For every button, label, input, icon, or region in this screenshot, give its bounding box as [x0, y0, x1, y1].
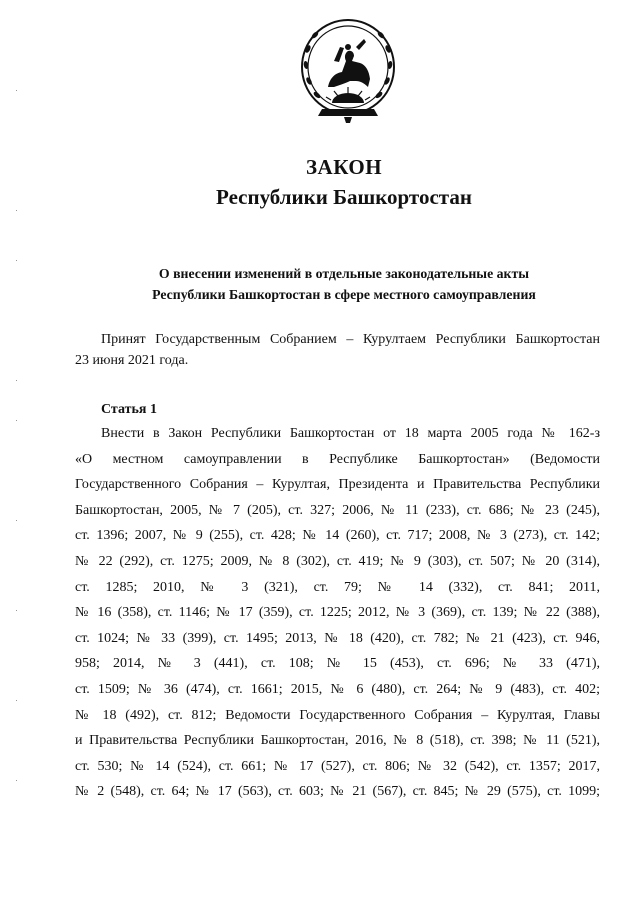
document-title — [0, 152, 640, 212]
adoption-note — [75, 329, 600, 371]
body-line: и Правительства Республики Башкортостан, 2016, № 8 (518), ст. 398; № 11 (521), — [75, 733, 600, 749]
body-line: 958; 2014, № 3 (441), ст. 108; № 15 (453), ст. 696; № 33 (471), — [75, 656, 600, 672]
title-republic: Республики Башкортостан — [216, 185, 472, 209]
subject-line-2: Республики Башкортостан в сфере местного самоуправления — [152, 287, 536, 302]
body-line: № 22 (292), ст. 1275; 2009, № 8 (302), ст. 419; № 9 (303), ст. 507; № 20 (314), — [75, 553, 600, 569]
scan-margin-dots — [16, 0, 20, 905]
body-line: № 16 (358), ст. 1146; № 17 (359), ст. 1225; 2012, № 3 (369), ст. 139; № 22 (388), — [75, 605, 600, 621]
subject-line-1: О внесении изменений в отдельные законодательные акты — [158, 266, 530, 281]
adoption-line-1: Принят Государственным Собранием – Курултаем Республики Башкортостан — [101, 332, 600, 347]
body-line: ст. 1509; № 36 (474), ст. 1661; 2015, № 6 (480), ст. 264; № 9 (483), ст. 402; — [75, 681, 600, 697]
title-law: ЗАКОН — [305, 155, 383, 179]
article-heading: Статья 1 — [101, 402, 157, 417]
body-line: ст. 1396; 2007, № 9 (255), ст. 428; № 14 (260), ст. 717; 2008, № 3 (273), ст. 142; — [75, 528, 600, 544]
adoption-date: 23 июня 2021 года. — [75, 353, 189, 368]
body-line: Внести в Закон Республики Башкортостан от 18 марта 2005 года № 162-з — [101, 426, 600, 441]
body-line: ст. 1285; 2010, № 3 (321), ст. 79; № 14 (332), ст. 841; 2011, — [75, 579, 600, 595]
body-line: № 18 (492), ст. 812; Ведомости Государственного Собрания – Курултая, Главы — [75, 707, 600, 723]
body-line: ст. 530; № 14 (524), ст. 661; № 17 (527), ст. 806; № 32 (542), ст. 1357; 2017, — [75, 758, 600, 774]
body-line: Башкортостан, 2005, № 7 (205), ст. 327; 2006, № 11 (233), ст. 686; № 23 (245), — [75, 502, 600, 518]
body-line: Государственного Собрания – Курултая, Президента и Правительства Республики — [75, 477, 600, 493]
bashkortostan-coat-of-arms-icon — [298, 17, 398, 125]
body-line: «О местном самоуправлении в Республике Башкортостан» (Ведомости — [75, 451, 600, 467]
article-body — [75, 421, 600, 805]
body-line: ст. 1024; № 33 (399), ст. 1495; 2013, № 18 (420), ст. 782; № 21 (423), ст. 946, — [75, 630, 600, 646]
body-line: № 2 (548), ст. 64; № 17 (563), ст. 603; № 21 (567), ст. 845; № 29 (575), ст. 1099; — [75, 784, 600, 800]
document-subject — [0, 263, 640, 305]
